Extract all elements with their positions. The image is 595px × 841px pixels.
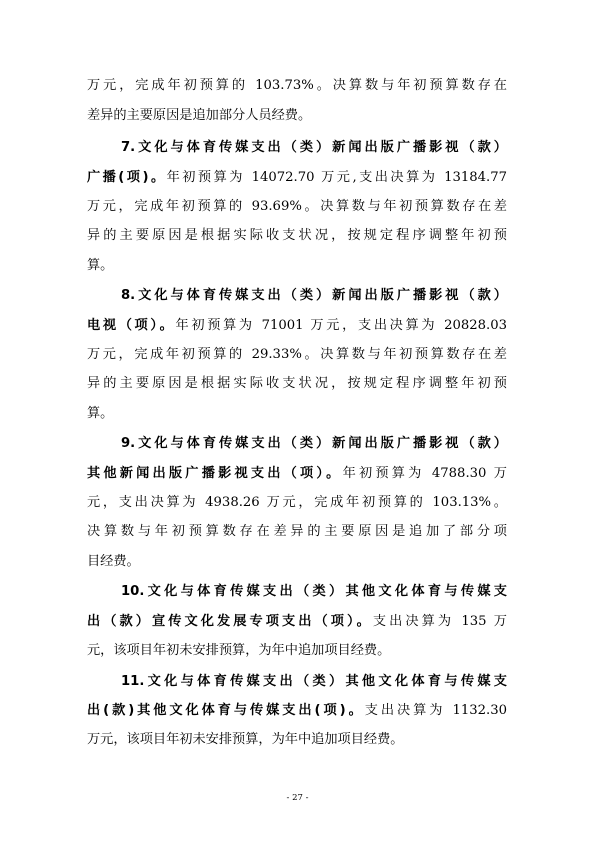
text-segment: 差异的主要原因是追加部分人员经费。	[87, 108, 312, 123]
text-line	[87, 372, 507, 396]
text-line	[87, 639, 390, 663]
text-line	[87, 254, 113, 278]
heading-text: 11.文化与体育传媒支出（类）其他文化体育与传媒支	[121, 674, 507, 689]
text-line	[87, 104, 311, 128]
heading-text: 9.文化与体育传媒支出（类）新闻出版广播影视（款）	[121, 436, 507, 451]
text-line	[87, 699, 507, 723]
text-line	[87, 195, 507, 219]
text-segment: 年初预算为 71001 万元，支出决算为 20828.03	[175, 318, 508, 333]
text-segment: 支出决算为 135 万	[372, 614, 507, 629]
text-segment: 万元，该项目年初未安排预算，为年中追加项目经费。	[87, 732, 404, 747]
page-number: - 27 -	[286, 793, 309, 803]
text-segment: 决算数与年初预算数存在差异的主要原因是追加了部分项	[87, 524, 507, 539]
text-line	[87, 74, 507, 98]
text-segment: 算。	[87, 406, 114, 421]
text-segment: 年初预算为 4788.30 万	[342, 466, 507, 481]
section-heading-10	[121, 580, 507, 604]
text-line	[87, 462, 507, 486]
text-line	[87, 520, 507, 544]
text-line	[87, 728, 404, 752]
text-segment: 万元，完成年初预算的 29.33%。决算数与年初预算数存在差	[87, 347, 507, 362]
heading-text: 其他新闻出版广播影视支出（项）。	[87, 466, 343, 481]
text-segment: 异的主要原因是根据实际收支状况，按规定程序调整年初预	[87, 228, 507, 243]
text-line	[87, 610, 507, 634]
text-line	[87, 402, 113, 426]
text-line	[87, 314, 507, 338]
text-segment: 万元，完成年初预算的 93.69%。决算数与年初预算数存在差	[87, 199, 507, 214]
heading-text: 电视（项）。	[87, 318, 176, 333]
text-segment: 异的主要原因是根据实际收支状况，按规定程序调整年初预	[87, 376, 507, 391]
text-segment: 算。	[87, 258, 114, 273]
text-line	[87, 166, 507, 190]
text-segment: 万元，完成年初预算的 103.73%。决算数与年初预算数存在	[87, 78, 507, 93]
section-heading-7	[121, 136, 507, 160]
heading-text: 广播(项)。	[87, 170, 167, 185]
text-line	[87, 224, 507, 248]
section-heading-9	[121, 432, 507, 456]
heading-text: 出(款)其他文化体育与传媒支出(项)。	[87, 703, 365, 718]
text-segment: 元，支出决算为 4938.26 万元，完成年初预算的 103.13%。	[87, 495, 507, 510]
text-segment: 元，该项目年初未安排预算，为年中追加项目经费。	[87, 643, 391, 658]
heading-text: 出（款）宣传文化发展专项支出（项）。	[87, 614, 373, 629]
section-heading-8	[121, 284, 507, 308]
text-segment: 支出决算为 1132.30	[364, 703, 507, 718]
text-segment: 年初预算为 14072.70 万元,支出决算为 13184.77	[166, 170, 507, 185]
text-segment: 目经费。	[87, 554, 140, 569]
text-line	[87, 550, 140, 574]
heading-text: 10.文化与体育传媒支出（类）其他文化体育与传媒支	[121, 584, 507, 599]
heading-text: 7.文化与体育传媒支出（类）新闻出版广播影视（款）	[121, 140, 507, 155]
text-line	[87, 491, 507, 515]
heading-text: 8.文化与体育传媒支出（类）新闻出版广播影视（款）	[121, 288, 507, 303]
section-heading-11	[121, 670, 507, 694]
text-line	[87, 343, 507, 367]
